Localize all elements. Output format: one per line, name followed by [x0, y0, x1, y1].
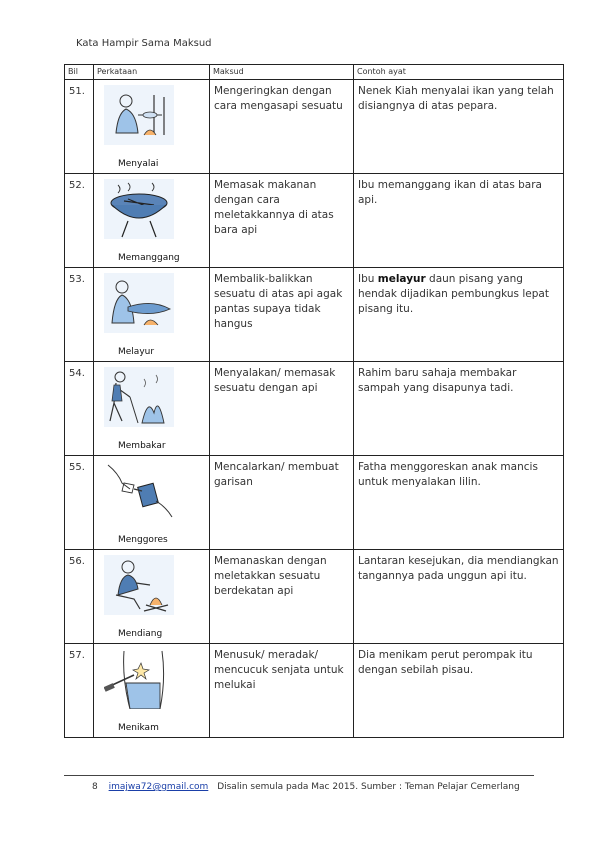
example-text: Ibu memanggang ikan di atas bara api. [358, 179, 542, 206]
example-text: Fatha menggoreskan anak mancis untuk menyalakan lilin. [358, 461, 538, 488]
word-label: Mendiang [118, 629, 163, 639]
table-row [65, 80, 564, 174]
table-header-row [65, 65, 564, 80]
meaning-cell: Membalik-balikkan sesuatu di atas api agak pantas supaya tidak hangus [210, 268, 354, 362]
table-row [65, 644, 564, 738]
example-text: Nenek Kiah menyalai ikan yang telah disiangnya di atas pepara. [358, 85, 554, 112]
meaning-cell: Mengeringkan dengan cara mengasapi sesuatu [210, 80, 354, 174]
page-header-title: Kata Hampir Sama Maksud [76, 38, 212, 49]
example-cell [354, 268, 564, 362]
example-cell [354, 550, 564, 644]
woman-smoking-fish-illustration [104, 85, 174, 145]
column-header-perkataan: Perkataan [94, 65, 210, 80]
meaning-cell: Menusuk/ meradak/ mencucuk senjata untuk melukai [210, 644, 354, 738]
row-number: 53. [65, 268, 94, 362]
footer-divider [64, 775, 534, 776]
email-link[interactable]: imajwa72@gmail.com [108, 782, 209, 792]
word-cell [94, 550, 210, 644]
row-number: 57. [65, 644, 94, 738]
table-row [65, 268, 564, 362]
page-number: 8 [92, 782, 98, 792]
meaning-cell: Mencalarkan/ membuat garisan [210, 456, 354, 550]
word-cell [94, 268, 210, 362]
column-header-bil: Bil [65, 65, 94, 80]
row-number: 51. [65, 80, 94, 174]
column-header-maksud: Maksud [210, 65, 354, 80]
word-cell [94, 456, 210, 550]
word-cell [94, 174, 210, 268]
word-label: Menyalai [118, 159, 159, 169]
table-row [65, 550, 564, 644]
column-header-contoh-ayat: Contoh ayat [354, 65, 564, 80]
boy-warming-hands-illustration [104, 555, 174, 615]
example-keyword: melayur [377, 273, 426, 285]
example-cell [354, 456, 564, 550]
example-cell [354, 362, 564, 456]
example-text: Dia menikam perut perompak itu dengan sebilah pisau. [358, 649, 533, 676]
example-text-before: Ibu [358, 273, 378, 285]
table-row [65, 174, 564, 268]
woman-singeing-leaf-illustration [104, 273, 174, 333]
row-number: 55. [65, 456, 94, 550]
row-number: 54. [65, 362, 94, 456]
example-text: Rahim baru sahaja membakar sampah yang disapunya tadi. [358, 367, 517, 394]
man-burning-rubbish-illustration [104, 367, 174, 427]
word-label: Melayur [118, 347, 155, 357]
word-cell [94, 644, 210, 738]
vocabulary-table [64, 64, 564, 738]
example-cell [354, 644, 564, 738]
example-cell [354, 80, 564, 174]
word-label: Membakar [118, 441, 166, 451]
footer-note: Disalin semula pada Mac 2015. Sumber : Teman Pelajar Cemerlang [217, 782, 520, 792]
word-label: Menikam [118, 723, 159, 733]
meaning-cell: Memasak makanan dengan cara meletakkannya di atas bara api [210, 174, 354, 268]
row-number: 52. [65, 174, 94, 268]
word-label: Memanggang [118, 253, 180, 263]
word-cell [94, 80, 210, 174]
table-row [65, 362, 564, 456]
example-text: Lantaran kesejukan, dia mendiangkan tangannya pada unggun api itu. [358, 555, 559, 582]
table-row [65, 456, 564, 550]
page-footer [92, 782, 520, 792]
example-text-after: daun pisang yang hendak dijadikan pembungkus lepat pisang itu. [358, 273, 549, 315]
knife-stabbing-illustration [104, 649, 174, 709]
grill-illustration [104, 179, 174, 239]
example-cell [354, 174, 564, 268]
meaning-cell: Memanaskan dengan meletakkan sesuatu berdekatan api [210, 550, 354, 644]
word-label: Menggores [118, 535, 168, 545]
word-cell [94, 362, 210, 456]
meaning-cell: Menyalakan/ memasak sesuatu dengan api [210, 362, 354, 456]
hands-striking-match-illustration [104, 461, 174, 521]
row-number: 56. [65, 550, 94, 644]
